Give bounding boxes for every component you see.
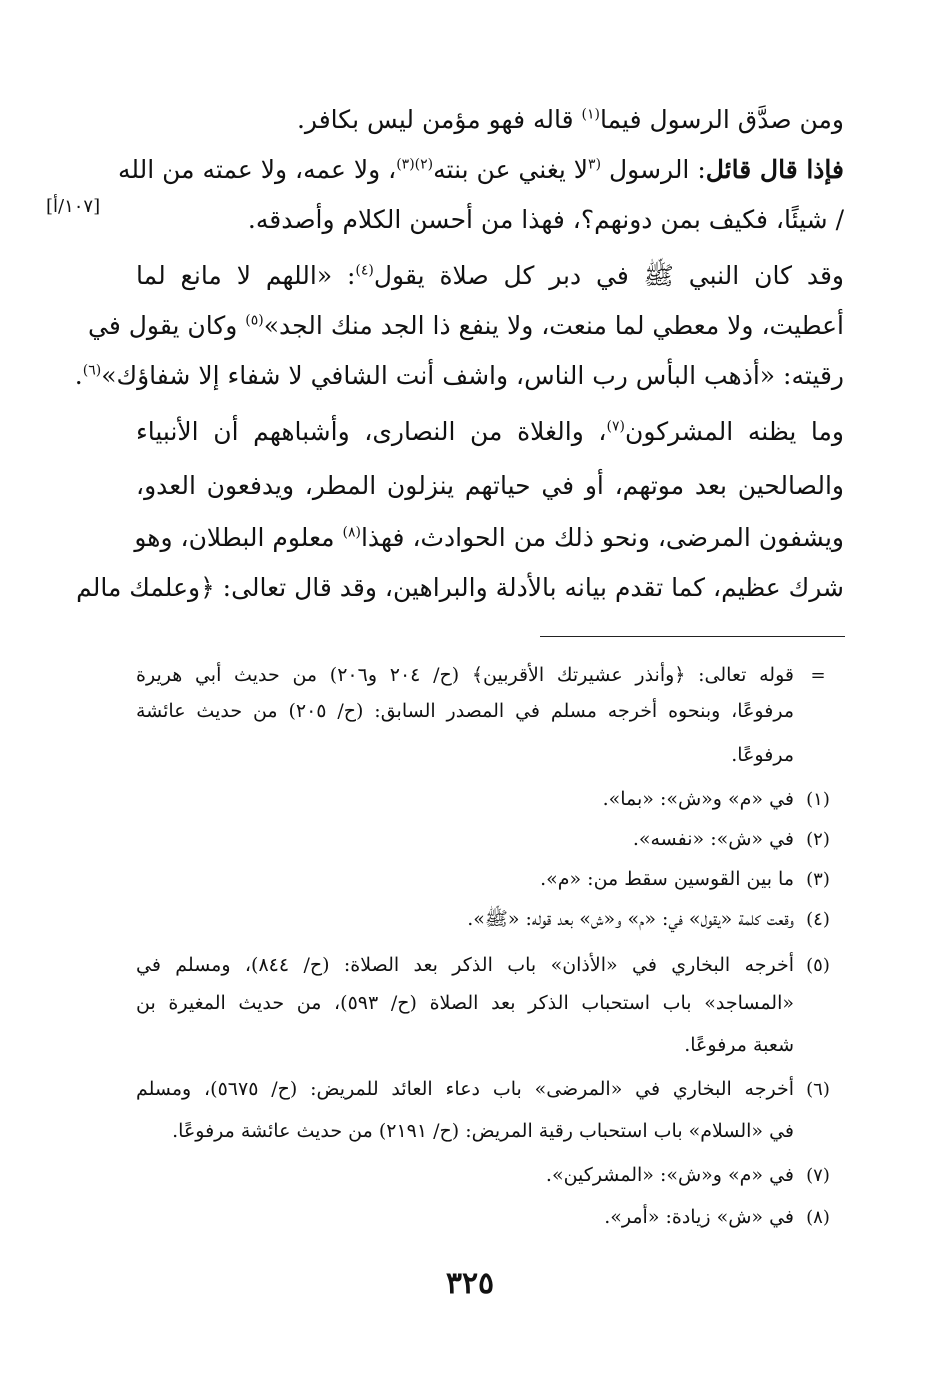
footnote-line: شعبة مرفوعًا. xyxy=(684,1034,794,1056)
footnote-separator xyxy=(540,636,845,637)
footnote-number: (٧) xyxy=(806,1165,830,1186)
footnote-line: مرفوعًا. xyxy=(731,744,794,766)
footnote-line: في «م» و«ش»: «المشركين». xyxy=(545,1164,794,1186)
footnote-line: في «م» و«ش»: «بما». xyxy=(602,788,794,810)
page-number: ٣٢٥ xyxy=(445,1266,495,1301)
main-text-line: شرك عظيم، كما تقدم بيانه بالأدلة والبراهين، وقد قال تعالى: ﴿وعلمك مالم xyxy=(76,573,844,602)
footnote-number: (٥) xyxy=(806,955,830,976)
main-text-line: ويشفون المرضى، ونحو ذلك من الحوادث، فهذا$^{(٨)}$ معلوم البطلان، وهو xyxy=(134,523,844,552)
footnote-line: في «ش» زيادة: «أمر». xyxy=(604,1206,794,1228)
footnote-line: مرفوعًا، وبنحوه أخرجه مسلم في المصدر السابق: (ح/ ٢٠٥) من حديث عائشة xyxy=(136,700,794,722)
footnote-number: (١) xyxy=(806,789,830,810)
footnote-line: وقعت كلمة «يقول» في: «م» و«ش» بعد قوله: «ﷺ». xyxy=(467,908,794,930)
footnote-continuation-mark: = xyxy=(810,665,826,686)
main-text-line: رقيته: «أذهب البأس رب الناس، واشف أنت الشافي لا شفاء إلا شفاؤك»$^{(٦)}$. xyxy=(74,361,844,390)
footnote-number: (٨) xyxy=(806,1207,830,1228)
footnote-number: (٦) xyxy=(806,1079,830,1100)
main-text-line: وما يظنه المشركون$^{(٧)}$، والغلاة من النصارى، وأشباههم أن الأنبياء xyxy=(136,417,844,446)
footnote-number: (٣) xyxy=(806,869,830,890)
footnote-line: قوله تعالى: ﴿وأنذر عشيرتك الأقربين﴾ (ح/ ٢٠٤ و٢٠٦) من حديث أبي هريرة xyxy=(136,664,794,686)
footnote-line: ما بين القوسين سقط من: «م». xyxy=(540,868,794,890)
footnote-number: (٢) xyxy=(806,829,830,850)
footnote-line: أخرجه البخاري في «المرضى» باب دعاء العائد للمريض: (ح/ ٥٦٧٥)، ومسلم xyxy=(136,1078,795,1100)
footnote-line: في «السلام» باب استحباب رقية المريض: (ح/ ٢١٩١) من حديث عائشة مرفوعًا. xyxy=(172,1120,794,1142)
main-text-line: / شيئًا، فكيف بمن دونهم؟، فهذا من أحسن الكلام وأصدقه. xyxy=(247,205,844,234)
main-text-line: ومن صدَّق الرسول فيما$^{(١)}$ قاله فهو مؤمن ليس بكافر. xyxy=(296,105,844,134)
footnote-line: «المساجد» باب استحباب الذكر بعد الصلاة (ح/ ٥٩٣)، من حديث المغيرة بن xyxy=(136,992,794,1014)
main-text-line: والصالحين بعد موتهم، أو في حياتهم ينزلون المطر، ويدفعون العدو، xyxy=(136,471,844,500)
main-text-line: أعطيت، ولا معطي لما منعت، ولا ينفع ذا الجد منك الجد»$^{(٥)}$ وكان يقول في xyxy=(88,311,844,340)
footnote-number: (٤) xyxy=(806,909,830,930)
footnote-line: في «ش»: «نفسه». xyxy=(632,828,794,850)
main-text-line: فإذا قال قائل: الرسول $^{(٣}$لا يغني عن بنته$^{(٢)(٣)}$، ولا عمه، ولا عمته من الله xyxy=(117,155,844,184)
main-text-line: وقد كان النبي ﷺ في دبر كل صلاة يقول$^{(٤)}$: «اللهم لا مانع لما xyxy=(136,261,844,290)
footnote-line: أخرجه البخاري في «الأذان» باب الذكر بعد الصلاة: (ح/ ٨٤٤)، ومسلم في xyxy=(136,954,795,976)
manuscript-folio-reference: [١٠٧/أ] xyxy=(46,196,101,217)
